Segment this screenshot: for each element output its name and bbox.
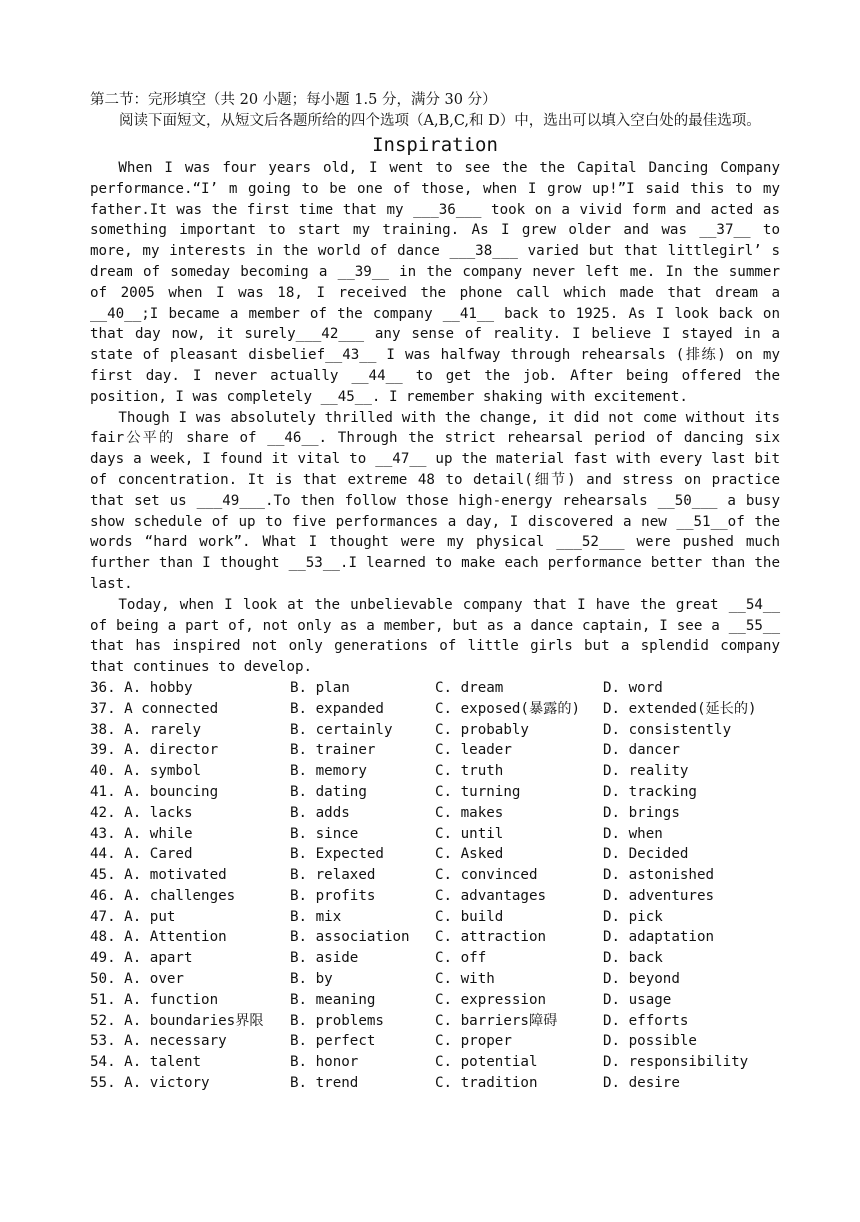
option-d: D. when (603, 825, 663, 842)
question-row (90, 803, 780, 824)
question-number-option-a: 43. A. while (90, 825, 193, 842)
option-d: D. brings (603, 804, 680, 821)
question-row (90, 678, 780, 699)
option-b: B. since (290, 825, 359, 842)
option-d: D. adventures (603, 887, 715, 904)
option-c: C. exposed(暴露的) (435, 700, 581, 717)
option-d: D. extended(延长的) (603, 700, 757, 717)
question-number-option-a: 48. A. Attention (90, 929, 227, 946)
question-number-option-a: 42. A. lacks (90, 804, 193, 821)
option-b: B. adds (290, 804, 350, 821)
option-b: B. memory (290, 763, 367, 780)
option-d: D. reality (603, 763, 689, 780)
option-c: C. dream (435, 679, 504, 696)
instructions: 阅读下面短文，从短文后各题所给的四个选项（A,B,C,和 D）中，选出可以填入空白处的最佳选项。 (119, 113, 761, 129)
passage-paragraph-2: Though I was absolutely thrilled with the change, it did not come without its fair公平的 share of __46__. Through the strict rehearsal period of dancing six days a week, I found it vital to __47__ up the material fast with every last bit of concentration. It is that extreme 48 to detail(细节) and stress on practice that set us ___49___.To then follow those high-energy rehearsals __50___ a busy show schedule of up to five performances a day, I discovered a new __51__of the words “hard work”. What I thought were my physical ___52___ were pushed much further than I thought __53__.I learned to make each performance better than the last. (90, 409, 780, 592)
option-c: C. Asked (435, 846, 504, 863)
exam-page (90, 90, 780, 1094)
option-d: D. pick (603, 908, 663, 925)
option-d: D. usage (603, 991, 672, 1008)
question-row (90, 720, 780, 741)
option-b: B. perfect (290, 1033, 376, 1050)
option-d: D. Decided (603, 846, 689, 863)
question-row (90, 969, 780, 990)
option-c: C. turning (435, 783, 521, 800)
option-b: B. meaning (290, 991, 376, 1008)
question-number-option-a: 45. A. motivated (90, 867, 227, 884)
question-number-option-a: 41. A. bouncing (90, 783, 219, 800)
option-b: B. trainer (290, 742, 376, 759)
option-c: C. off (435, 950, 487, 967)
question-row (90, 907, 780, 928)
question-number-option-a: 50. A. over (90, 971, 184, 988)
question-row (90, 927, 780, 948)
option-c: C. barriers障碍 (435, 1012, 558, 1029)
option-b: B. mix (290, 908, 342, 925)
option-d: D. beyond (603, 971, 680, 988)
option-c: C. until (435, 825, 504, 842)
option-d: D. possible (603, 1033, 697, 1050)
question-row (90, 699, 780, 720)
options-table (90, 678, 780, 1094)
question-row (90, 990, 780, 1011)
passage-paragraph-1: When I was four years old, I went to see the the Capital Dancing Company performance.“I’ m going to be one of those, when I grow up!”I said this to my father.It was the first time that my ___36___ took on a vivid form and acted as something important to start my training. As I grew older and was __37__ to more, my interests in the world of dance ___38___ varied but that littlegirl’ s dream of someday becoming a __39__ in the company never left me. In the summer of 2005 when I was 18, I received the phone call which made that dream a __40__;I became a member of the company __41__ back to 1925. As I look back on that day now, it surely___42___ any sense of reality. I believe I stayed in a state of pleasant disbelief__43__ I was halfway through rehearsals (排练) on my first day. I never actually __44__ to get the job. After being offered the position, I was completely __45__. I remember shaking with excitement. (90, 160, 780, 405)
option-c: C. advantages (435, 887, 547, 904)
option-d: D. efforts (603, 1012, 689, 1029)
option-c: C. proper (435, 1033, 512, 1050)
question-number-option-a: 47. A. put (90, 908, 176, 925)
option-c: C. truth (435, 763, 504, 780)
question-row (90, 740, 780, 761)
option-b: B. problems (290, 1012, 384, 1029)
option-d: D. desire (603, 1075, 680, 1092)
question-number-option-a: 37. A connected (90, 700, 219, 717)
question-number-option-a: 53. A. necessary (90, 1033, 227, 1050)
option-d: D. tracking (603, 783, 697, 800)
option-b: B. association (290, 929, 410, 946)
question-number-option-a: 49. A. apart (90, 950, 193, 967)
option-c: C. potential (435, 1054, 538, 1071)
question-row (90, 948, 780, 969)
question-number-option-a: 46. A. challenges (90, 887, 236, 904)
passage-paragraph-3: Today, when I look at the unbelievable company that I have the great __54__ of being a part of, not only as a member, but as a dance captain, I see a __55__ that has inspired not only generations of little girls but a splendid company that continues to develop. (90, 596, 780, 676)
section-heading: 第二节：完形填空（共 20 小题；每小题 1.5 分，满分 30 分） (90, 92, 497, 108)
option-b: B. honor (290, 1054, 359, 1071)
option-d: D. dancer (603, 742, 680, 759)
option-c: C. tradition (435, 1075, 538, 1092)
passage-title: Inspiration (372, 134, 498, 156)
option-d: D. word (603, 679, 663, 696)
option-b: B. profits (290, 887, 376, 904)
option-b: B. by (290, 971, 333, 988)
option-c: C. with (435, 971, 495, 988)
option-b: B. expanded (290, 700, 384, 717)
question-number-option-a: 39. A. director (90, 742, 219, 759)
question-number-option-a: 54. A. talent (90, 1054, 202, 1071)
option-c: C. makes (435, 804, 504, 821)
option-d: D. adaptation (603, 929, 715, 946)
option-d: D. astonished (603, 867, 715, 884)
question-row (90, 1073, 780, 1094)
option-b: B. Expected (290, 846, 384, 863)
option-c: C. convinced (435, 867, 538, 884)
question-row (90, 782, 780, 803)
option-c: C. probably (435, 721, 529, 738)
question-row (90, 886, 780, 907)
option-c: C. expression (435, 991, 547, 1008)
option-b: B. certainly (290, 721, 393, 738)
option-b: B. plan (290, 679, 350, 696)
option-c: C. attraction (435, 929, 547, 946)
option-b: B. relaxed (290, 867, 376, 884)
question-row (90, 824, 780, 845)
question-number-option-a: 55. A. victory (90, 1075, 210, 1092)
question-row (90, 844, 780, 865)
option-c: C. build (435, 908, 504, 925)
option-c: C. leader (435, 742, 512, 759)
question-number-option-a: 44. A. Cared (90, 846, 193, 863)
option-b: B. trend (290, 1075, 359, 1092)
question-row (90, 761, 780, 782)
question-number-option-a: 51. A. function (90, 991, 219, 1008)
option-b: B. aside (290, 950, 359, 967)
question-row (90, 1052, 780, 1073)
question-row (90, 1011, 780, 1032)
option-d: D. responsibility (603, 1054, 749, 1071)
option-d: D. consistently (603, 721, 732, 738)
question-row (90, 1031, 780, 1052)
option-b: B. dating (290, 783, 367, 800)
option-d: D. back (603, 950, 663, 967)
question-number-option-a: 52. A. boundaries界限 (90, 1012, 264, 1029)
question-number-option-a: 36. A. hobby (90, 679, 193, 696)
question-number-option-a: 38. A. rarely (90, 721, 202, 738)
question-number-option-a: 40. A. symbol (90, 763, 202, 780)
question-row (90, 865, 780, 886)
